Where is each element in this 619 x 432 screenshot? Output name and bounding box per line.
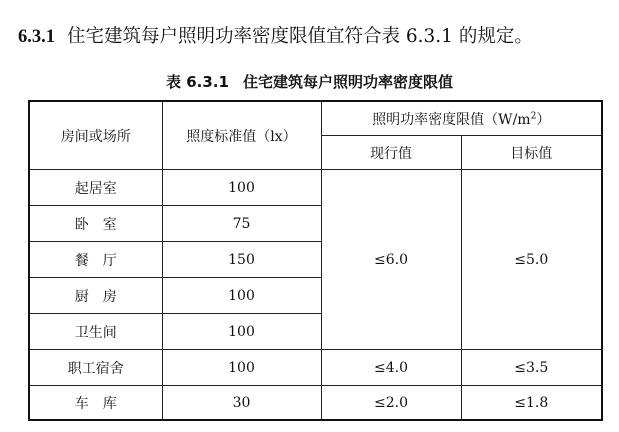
lighting-power-density-table	[28, 100, 603, 421]
header-lpd-superscript: 2	[530, 110, 537, 121]
cell-room: 卫生间	[29, 314, 162, 350]
cell-room: 餐 厅	[29, 242, 162, 278]
cell-room: 车 库	[29, 386, 162, 421]
cell-room: 厨 房	[29, 278, 162, 314]
cell-illuminance: 100	[162, 350, 321, 386]
cell-illuminance: 100	[162, 314, 321, 350]
table-row	[29, 386, 602, 421]
cell-illuminance: 30	[162, 386, 321, 421]
cell-current-merged: ≤6.0	[321, 170, 461, 350]
table-caption	[0, 72, 619, 92]
header-lpd-close: ）	[536, 111, 551, 128]
cell-room: 职工宿舍	[29, 350, 162, 386]
table-row	[29, 350, 602, 386]
table-caption-title: 住宅建筑每户照明功率密度限值	[242, 73, 453, 91]
cell-room: 起居室	[29, 170, 162, 206]
cell-target: ≤1.8	[461, 386, 602, 421]
clause-paragraph	[18, 26, 533, 48]
cell-illuminance: 100	[162, 170, 321, 206]
header-lpd-group	[321, 101, 602, 136]
header-room: 房间或场所	[29, 101, 162, 170]
cell-current: ≤4.0	[321, 350, 461, 386]
cell-illuminance: 150	[162, 242, 321, 278]
header-illuminance: 照度标准值（lx）	[162, 101, 321, 170]
cell-target-merged: ≤5.0	[461, 170, 602, 350]
header-lpd-label: 照明功率密度限值（W/m	[372, 111, 531, 128]
table-row	[29, 170, 602, 206]
cell-target: ≤3.5	[461, 350, 602, 386]
clause-number: 6.3.1	[18, 27, 55, 47]
header-current: 现行值	[321, 136, 461, 170]
header-target: 目标值	[461, 136, 602, 170]
table-caption-number: 表 6.3.1	[166, 73, 229, 91]
cell-current: ≤2.0	[321, 386, 461, 421]
cell-illuminance: 100	[162, 278, 321, 314]
cell-illuminance: 75	[162, 206, 321, 242]
cell-room: 卧 室	[29, 206, 162, 242]
clause-text: 住宅建筑每户照明功率密度限值宜符合表 6.3.1 的规定。	[67, 26, 533, 47]
